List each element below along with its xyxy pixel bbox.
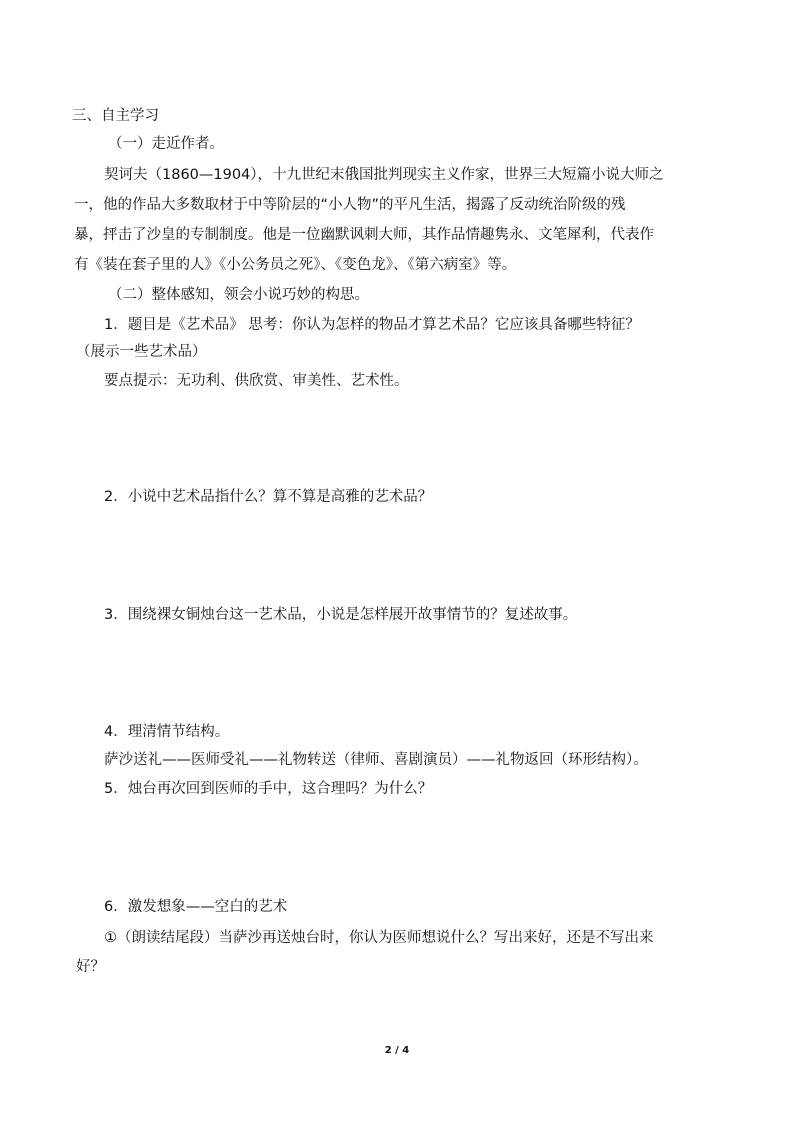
author-intro-line-2: 一，他的作品大多数取材于中等阶层的“小人物”的平凡生活，揭露了反动统治阶级的残 — [74, 197, 626, 213]
plot-structure: 萨沙送礼——医师受礼——礼物转送（律师、喜剧演员）——礼物返回（环形结构）。 — [104, 752, 648, 768]
author-intro-line-3: 暴，抨击了沙皇的专制制度。他是一位幽默讽刺大师，其作品情趣隽永、文笔犀利，代表作 — [74, 227, 654, 243]
question-2: 2．小说中艺术品指什么？算不算是高雅的艺术品？ — [104, 489, 433, 505]
question-1-note: （展示一些艺术品） — [76, 344, 207, 360]
question-6-prompt-line-2: 好？ — [76, 959, 105, 975]
subsection-heading-author: （一）走近作者。 — [108, 136, 224, 152]
question-3: 3．围绕裸女铜烛台这一艺术品，小说是怎样展开故事情节的？复述故事。 — [104, 607, 578, 623]
author-intro-line-4: 有《装在套子里的人》《小公务员之死》、《变色龙》、《第六病室》等。 — [74, 257, 517, 273]
question-4: 4．理清情节结构。 — [104, 724, 230, 740]
question-6-prompt-line-1: ①（朗读结尾段）当萨沙再送烛台时，你认为医师想说什么？写出来好，还是不写出来 — [104, 930, 654, 946]
author-intro-line-1: 契诃夫（1860—1904），十九世纪末俄国批判现实主义作家，世界三大短篇小说大师之 — [104, 167, 664, 183]
subsection-heading-overview: （二）整体感知，领会小说巧妙的构思。 — [108, 287, 369, 303]
question-6: 6．激发想象——空白的艺术 — [104, 899, 288, 915]
page-number: 2 / 4 — [384, 1045, 410, 1056]
section-heading: 三、自主学习 — [72, 108, 159, 124]
question-5: 5．烛台再次回到医师的手中，这合理吗？为什么？ — [104, 781, 433, 797]
question-1-hint: 要点提示：无功利、供欣赏、审美性、艺术性。 — [104, 373, 409, 389]
question-1: 1．题目是《艺术品》 思考：你认为怎样的物品才算艺术品？它应该具备哪些特征？ — [104, 317, 640, 333]
